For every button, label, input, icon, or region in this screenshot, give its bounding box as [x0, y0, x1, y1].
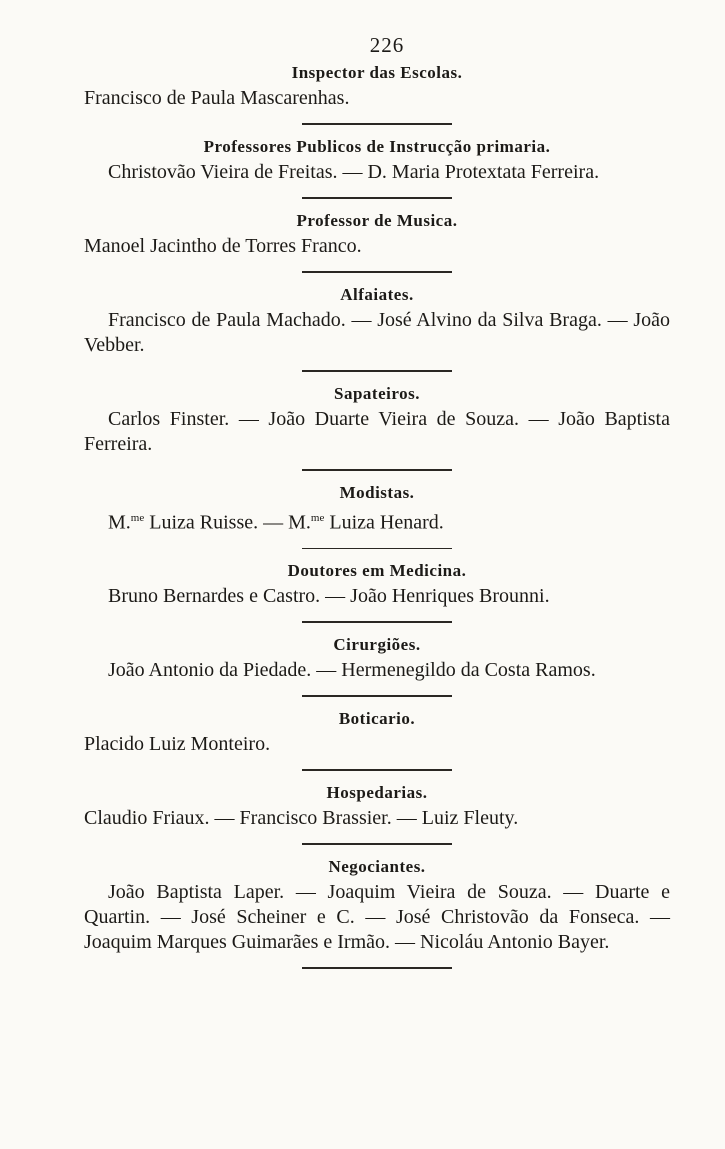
section-divider — [302, 197, 452, 199]
section-doutores — [84, 558, 670, 609]
section-text: Placido Luiz Monteiro. — [84, 732, 271, 755]
section-negociantes — [84, 854, 670, 955]
section-alfaiates — [84, 282, 670, 358]
section-divider — [302, 370, 452, 372]
section-text: Francisco de Paula Machado. — José Alvino da Silva Braga. — João Vebber. — [84, 309, 670, 356]
section-text: Christovão Vieira de Freitas. — D. Maria Protextata Ferreira. — [108, 161, 600, 183]
section-divider — [302, 469, 452, 471]
section-cirurgioes — [84, 632, 670, 683]
section-divider — [302, 695, 452, 697]
section-divider — [302, 123, 452, 125]
section-hospedarias — [84, 780, 670, 831]
section-heading: Cirurgiões. — [333, 634, 421, 654]
section-text: Francisco de Paula Mascarenhas. — [84, 87, 350, 109]
section-professores — [84, 134, 670, 185]
section-divider — [302, 769, 452, 771]
section-heading: Professores Publicos de Instrucção primaria. — [203, 137, 551, 156]
section-inspector — [84, 60, 670, 111]
section-text: Bruno Bernardes e Castro. — João Henriques Brounni. — [108, 585, 550, 608]
section-musica — [84, 208, 670, 259]
section-text: João Antonio da Piedade. — Hermenegildo da Costa Ramos. — [108, 658, 596, 681]
section-heading: Modistas. — [339, 483, 415, 502]
section-heading: Doutores em Medicina. — [287, 561, 467, 581]
section-text: João Baptista Laper. — Joaquim Vieira de Souza. — Duarte e Quartin. — José Scheiner e C. — José Christovão da Fonseca. — Joaquim Marques Guimarães e Irmão. — Nicoláu Antonio Bayer. — [84, 880, 670, 953]
section-text: Claudio Friaux. — Francisco Brassier. — Luiz Fleuty. — [84, 806, 519, 829]
text-part: Luiza Henard. — [324, 511, 444, 534]
text-part: M. — [108, 511, 131, 534]
section-text: Carlos Finster. — João Duarte Vieira de Souza. — João Baptista Ferreira. — [84, 408, 670, 455]
section-divider — [302, 548, 452, 550]
superscript: me — [310, 512, 325, 524]
section-modistas — [84, 480, 670, 536]
section-heading: Hospedarias. — [326, 782, 428, 802]
section-heading: Negociantes. — [328, 856, 426, 876]
document-page — [84, 30, 670, 978]
section-text: Manoel Jacintho de Torres Franco. — [84, 235, 362, 257]
section-heading: Professor de Musica. — [296, 211, 458, 230]
section-divider — [302, 843, 452, 845]
text-part: Luiza Ruisse. — M. — [144, 511, 311, 534]
section-heading: Boticario. — [338, 708, 416, 728]
section-text — [84, 506, 670, 536]
page-number: 226 — [369, 33, 405, 57]
section-heading: Inspector das Escolas. — [291, 63, 463, 82]
section-divider — [302, 967, 452, 969]
section-divider — [302, 271, 452, 273]
superscript: me — [130, 512, 145, 524]
section-heading: Sapateiros. — [334, 384, 420, 403]
section-sapateiros — [84, 381, 670, 457]
section-divider — [302, 621, 452, 623]
section-boticario — [84, 706, 670, 757]
section-heading: Alfaiates. — [340, 285, 414, 304]
